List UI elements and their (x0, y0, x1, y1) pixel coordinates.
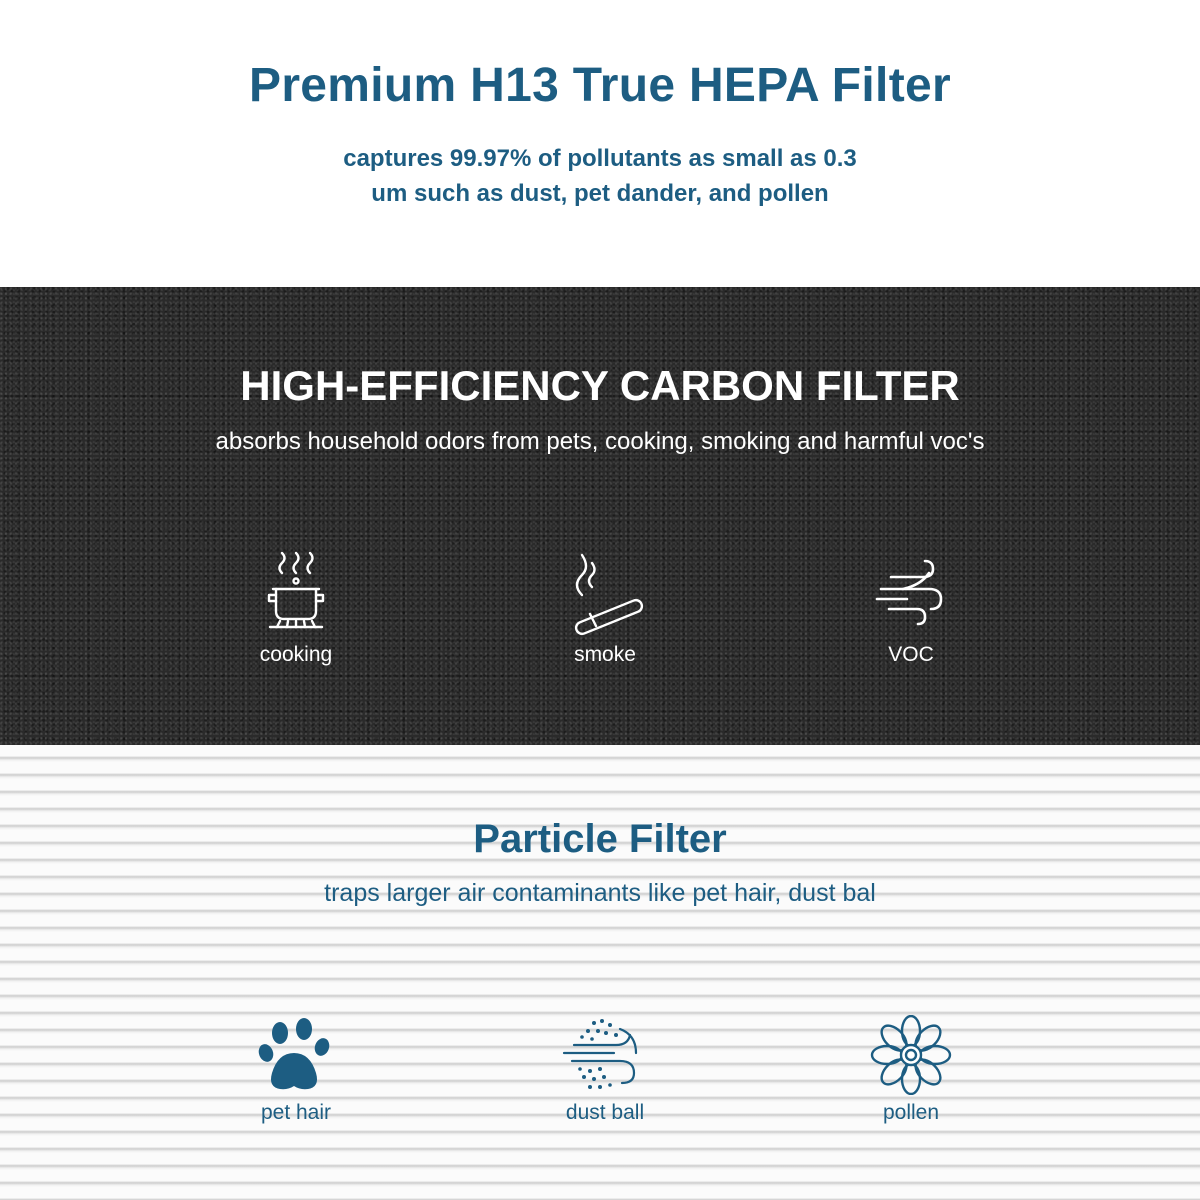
voc-label: VOC (888, 643, 934, 666)
hepa-title: Premium H13 True HEPA Filter (249, 59, 951, 112)
carbon-filter-section (0, 287, 1200, 745)
feature-cooking (196, 547, 396, 677)
carbon-subtitle: absorbs household odors from pets, cooking, smoking and harmful voc's (215, 428, 985, 455)
feature-pollen (811, 1015, 1011, 1145)
flower-icon (811, 1015, 1011, 1095)
paw-icon (196, 1015, 396, 1095)
pollen-label: pollen (882, 1101, 940, 1124)
smoke-label: smoke (574, 643, 636, 666)
carbon-title: HIGH-EFFICIENCY CARBON FILTER (240, 362, 960, 409)
particle-filter-section (0, 745, 1200, 1200)
particle-subtitle: traps larger air contaminants like pet hair, dust bal (324, 879, 876, 907)
hepa-subtitle-line1: captures 99.97% of pollutants as small as 0.3 (343, 145, 857, 172)
wind-icon (811, 547, 1011, 637)
pet-hair-label: pet hair (260, 1101, 332, 1124)
cooking-pot-icon (196, 547, 396, 637)
feature-smoke (505, 547, 705, 677)
feature-pet-hair (196, 1015, 396, 1145)
cigarette-icon (505, 547, 705, 637)
cooking-label: cooking (259, 643, 333, 666)
hepa-section (0, 0, 1200, 287)
particle-title: Particle Filter (473, 817, 727, 861)
feature-voc (811, 547, 1011, 677)
hepa-subtitle-line2: um such as dust, pet dander, and pollen (371, 180, 829, 207)
dust-wind-icon (505, 1015, 705, 1095)
feature-dust-ball (505, 1015, 705, 1145)
dust-ball-label: dust ball (565, 1101, 645, 1124)
